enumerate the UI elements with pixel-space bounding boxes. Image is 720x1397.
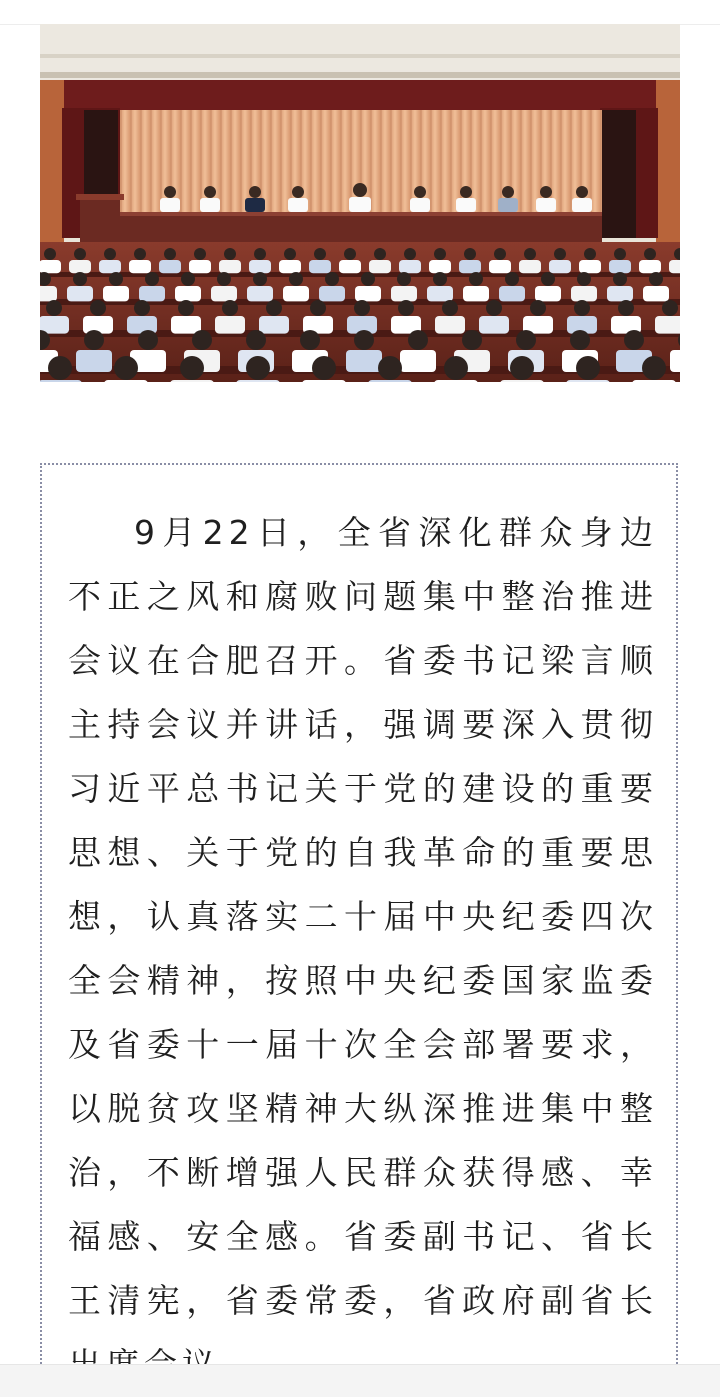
bottom-edge xyxy=(0,1364,720,1385)
meeting-photo xyxy=(40,24,680,382)
article-text-frame xyxy=(40,463,678,1383)
top-edge xyxy=(0,0,720,25)
article-paragraph: 9月22日，全省深化群众身边不正之风和腐败问题集中整治推进会议在合肥召开。省委书记梁言顺主持会议并讲话，强调要深入贯彻习近平总书记关于党的建设的重要思想、关于党的自我革命的重要思想，认真落实二十届中央纪委四次全会精神，按照中央纪委国家监委及省委十一届十次全会部署要求，以脱贫攻坚精神大纵深推进集中整治，不断增强人民群众获得感、幸福感、安全感。省委副书记、省长王清宪，省委常委，省政府副省长 xyxy=(68,513,658,1320)
